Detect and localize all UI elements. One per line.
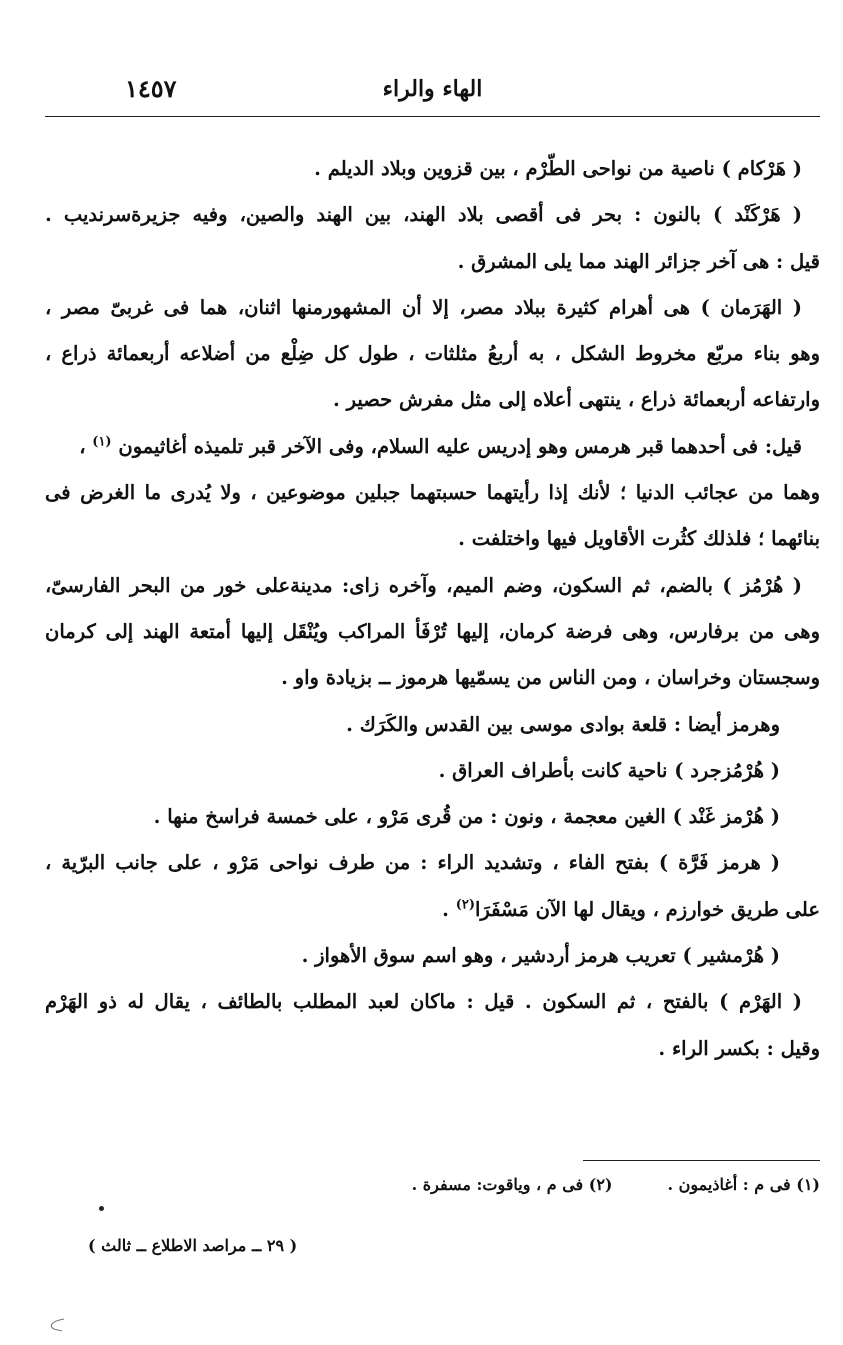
- entry-line: وارتفاعه أربعمائة ذراع ، ينتهى أعلاه إلى مثل مفرش حصير .: [333, 388, 820, 412]
- footnote-rule: [583, 1160, 820, 1161]
- entry-line: وهو بناء مربّع مخروط الشكل ، به أربعُ مثلثات ، طول كل ضِلْع من أضلاعه أربعمائة ذراع ،: [45, 342, 820, 366]
- running-title: الهاء والراء: [382, 76, 483, 102]
- entry-line: ( الهَرْم ) بالفتح ، ثم السكون . قيل : ماكان لعبد المطلب بالطائف ، يقال له ذو الهَرْم: [45, 990, 802, 1014]
- entry-line-text: قيل: فى أحدهما قبر هرمس وهو إدريس عليه السلام، وفى الآخر قبر تلميذه أغاثيمون: [118, 434, 802, 458]
- entry-line: وهى من برفارس، وهى فرضة كرمان، إليها تُرْفَأ المراكب ويُنْقَل إليها أمتعة الهند إلى كرمان: [45, 619, 820, 643]
- entry-line: وهما من عجائب الدنيا ؛ لأنك إذا رأيتهما حسبتهما جبلين موضوعين ، ولا يُدرى ما الغرض فى: [45, 481, 820, 505]
- header-rule: [45, 116, 820, 117]
- entry-line: [45, 887, 820, 933]
- entry-line: ( هَرْكام ) ناصية من نواحى الطّرْم ، بين قزوين وبلاد الديلم .: [314, 157, 802, 180]
- entry-line: ( هَرْكَنْد ) بالنون : بحر فى أقصى بلاد الهند، بين الهند والصين، وفيه جزيرةسرنديب .: [45, 203, 802, 227]
- entry-line: ( هُرْمز غَنْد ) الغين معجمة ، ونون : من قُرى مَرْو ، على خمسة فراسخ منها .: [153, 805, 780, 829]
- footnote-1: (١) فى م : أغاذيمون .: [667, 1175, 820, 1194]
- corner-scan-mark: [44, 1318, 66, 1332]
- footnote-marker-2: (٢): [455, 897, 475, 913]
- stray-dot: [99, 1206, 104, 1211]
- footnote-2: (٢) فى م ، وياقوت: مسفرة .: [411, 1175, 613, 1194]
- entry-line: ( هُرْمشير ) تعريب هرمز أردشير ، وهو اسم سوق الأهواز .: [301, 944, 780, 968]
- entry-line: بنائهما ؛ فلذلك كثُرت الأقاويل فيها واختلفت .: [458, 527, 820, 551]
- body-text: [45, 146, 820, 1072]
- footnotes: [412, 1175, 820, 1194]
- entry-line-text: على طريق خوارزم ، ويقال لها الآن مَسْفَرَا: [474, 897, 820, 921]
- footnote-marker-1: (١): [92, 434, 112, 450]
- entry-line: ( هُرْمُز ) بالضم، ثم السكون، وضم الميم، وآخره زاى: مدينةعلى خور من البحر الفارسىّ،: [45, 573, 802, 597]
- entry-line: ( هُرْمُزجرد ) ناحية كانت بأطراف العراق .: [438, 758, 780, 782]
- page-number: ١٤٥٧: [125, 74, 177, 103]
- entry-line: وسجستان وخراسان ، ومن الناس من يسمّيها هرموز ــ بزيادة واو .: [281, 666, 820, 690]
- entry-line: [45, 424, 820, 470]
- punctuation: .: [442, 897, 449, 921]
- entry-line: وهرمز أيضا : قلعة بوادى موسى بين القدس والكَرَك .: [346, 712, 780, 736]
- punctuation: ،: [79, 434, 86, 458]
- entry-line: ( هرمز فَرَّة ) بفتح الفاء ، وتشديد الراء : من طرف نواحى مَرْو ، على جانب البرّية ،: [45, 851, 780, 875]
- entry-line: قيل : هى آخر جزائر الهند مما يلى المشرق .: [457, 249, 820, 273]
- entry-line: ( الهَرَمان ) هى أهرام كثيرة ببلاد مصر، إلا أن المشهورمنها اثنان، هما فى غربىّ مصر ،: [45, 295, 802, 319]
- printer-signature: ( ٢٩ ــ مراصد الاطلاع ــ ثالث ): [88, 1236, 298, 1255]
- entry-line: وقيل : بكسر الراء .: [658, 1036, 820, 1060]
- page-header: [45, 72, 820, 120]
